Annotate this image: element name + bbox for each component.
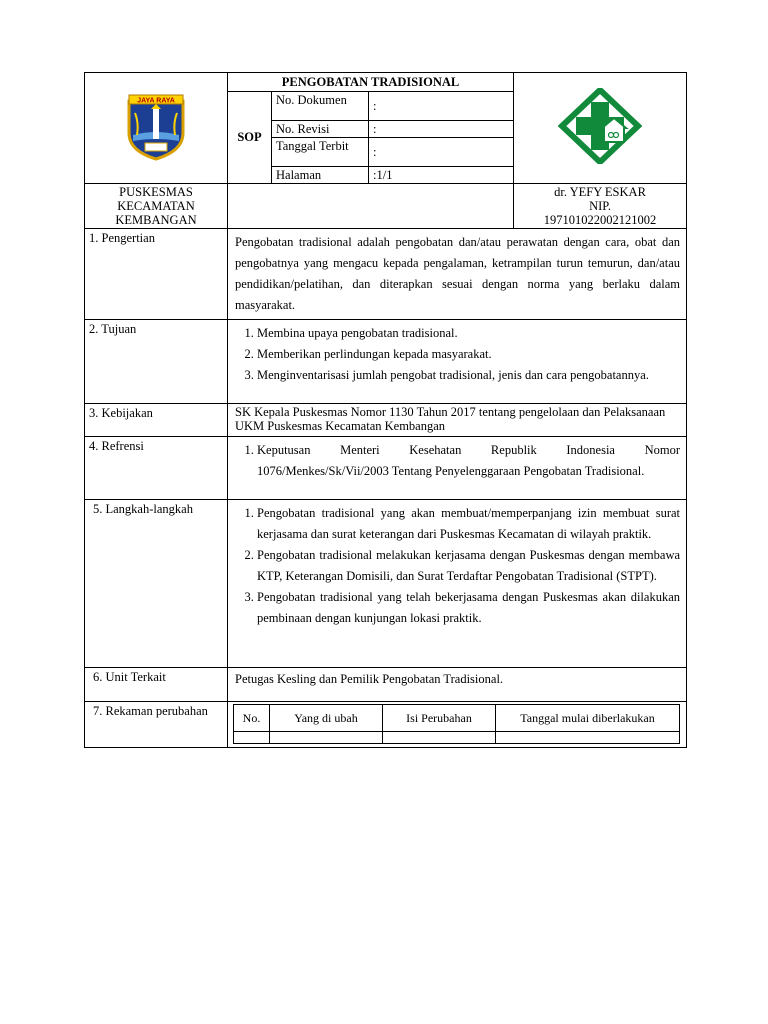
list-item: 2. Pengobatan tradisional melakukan kerjasama dengan Puskesmas dengan membawa KTP, Keterangan Domisili, dan Surat Terdaftar Pengobatan Tradisional (STPT). [257, 545, 680, 587]
meta-label: Tanggal Terbit [272, 138, 369, 167]
section-list-referensi [228, 437, 687, 500]
column-header: No. [234, 705, 270, 732]
sop-table [84, 72, 687, 748]
blank-cell [228, 184, 514, 229]
section-text-kebijakan: SK Kepala Puskesmas Nomor 1130 Tahun 2017 tentang pengelolaan dan Pelaksanaan UKM Puskesmas Kecamatan Kembangan [228, 404, 687, 437]
column-header: Isi Perubahan [383, 705, 496, 732]
section-label-tujuan: 2. Tujuan [85, 320, 228, 404]
column-header: Tanggal mulai diberlakukan [496, 705, 680, 732]
meta-value: : [369, 121, 514, 138]
section-label-unit: 6. Unit Terkait [85, 668, 228, 702]
table-cell [383, 732, 496, 744]
section-label-referensi: 4. Refrensi [85, 437, 228, 500]
list-item: 3. Pengobatan tradisional yang telah bekerjasama dengan Puskesmas akan dilakukan pembinaan dengan kunjungan lokasi praktik. [257, 587, 680, 629]
change-record-table [233, 704, 680, 744]
puskesmas-logo-icon [558, 88, 642, 164]
section-label-rekaman: 7. Rekaman perubahan [85, 702, 228, 748]
organization-name: PUSKESMAS KECAMATAN KEMBANGAN [85, 184, 228, 229]
signer-name: dr. YEFY ESKAR [554, 185, 646, 199]
signer-nip-label: NIP. [589, 199, 611, 213]
jaya-raya-emblem-icon [125, 91, 187, 161]
meta-label: No. Revisi [272, 121, 369, 138]
logo-text: JAYA RAYA [137, 97, 175, 105]
section-rekaman [228, 702, 687, 748]
list-item: 1. Membina upaya pengobatan tradisional. [257, 323, 680, 344]
list-item: 3. Menginventarisasi jumlah pengobat tradisional, jenis dan cara pengobatannya. [257, 365, 680, 386]
meta-value: :1/1 [369, 167, 514, 184]
table-cell [234, 732, 270, 744]
signer-block [514, 184, 687, 229]
meta-label: No. Dokumen [272, 92, 369, 121]
signer-nip: 197101022002121002 [543, 213, 657, 227]
section-text-pengertian: Pengobatan tradisional adalah pengobatan dan/atau perawatan dengan cara, obat dan pengobatnya yang mengacu kepada pengalaman, ketrampilan turun temurun, dan/atau pendidikan/pelatihan, dan diterapkan sesuai dengan norma yang berlaku dalam masyarakat. [228, 229, 687, 320]
list-item: 2. Memberikan perlindungan kepada masyarakat. [257, 344, 680, 365]
section-text-unit: Petugas Kesling dan Pemilik Pengobatan Tradisional. [228, 668, 687, 702]
column-header: Yang di ubah [270, 705, 383, 732]
sop-document [84, 72, 686, 748]
section-list-tujuan [228, 320, 687, 404]
meta-label: Halaman [272, 167, 369, 184]
meta-value: : [369, 92, 514, 121]
section-label-pengertian: 1. Pengertian [85, 229, 228, 320]
left-logo-cell [85, 73, 228, 184]
section-label-langkah: 5. Langkah-langkah [85, 500, 228, 668]
list-item: 1. Pengobatan tradisional yang akan membuat/memperpanjang izin membuat surat kerjasama dan surat keterangan dari Puskesmas Kecamatan di wilayah praktik. [257, 503, 680, 545]
section-label-kebijakan: 3. Kebijakan [85, 404, 228, 437]
right-logo-cell [514, 73, 687, 184]
table-cell [270, 732, 383, 744]
meta-value: : [369, 138, 514, 167]
document-title: PENGOBATAN TRADISIONAL [228, 73, 514, 92]
list-item: 1. Keputusan Menteri Kesehatan Republik Indonesia Nomor 1076/Menkes/Sk/Vii/2003 Tentang Penyelenggaraan Pengobatan Tradisional. [257, 440, 680, 482]
table-cell [496, 732, 680, 744]
section-list-langkah [228, 500, 687, 668]
sop-label: SOP [228, 92, 272, 184]
